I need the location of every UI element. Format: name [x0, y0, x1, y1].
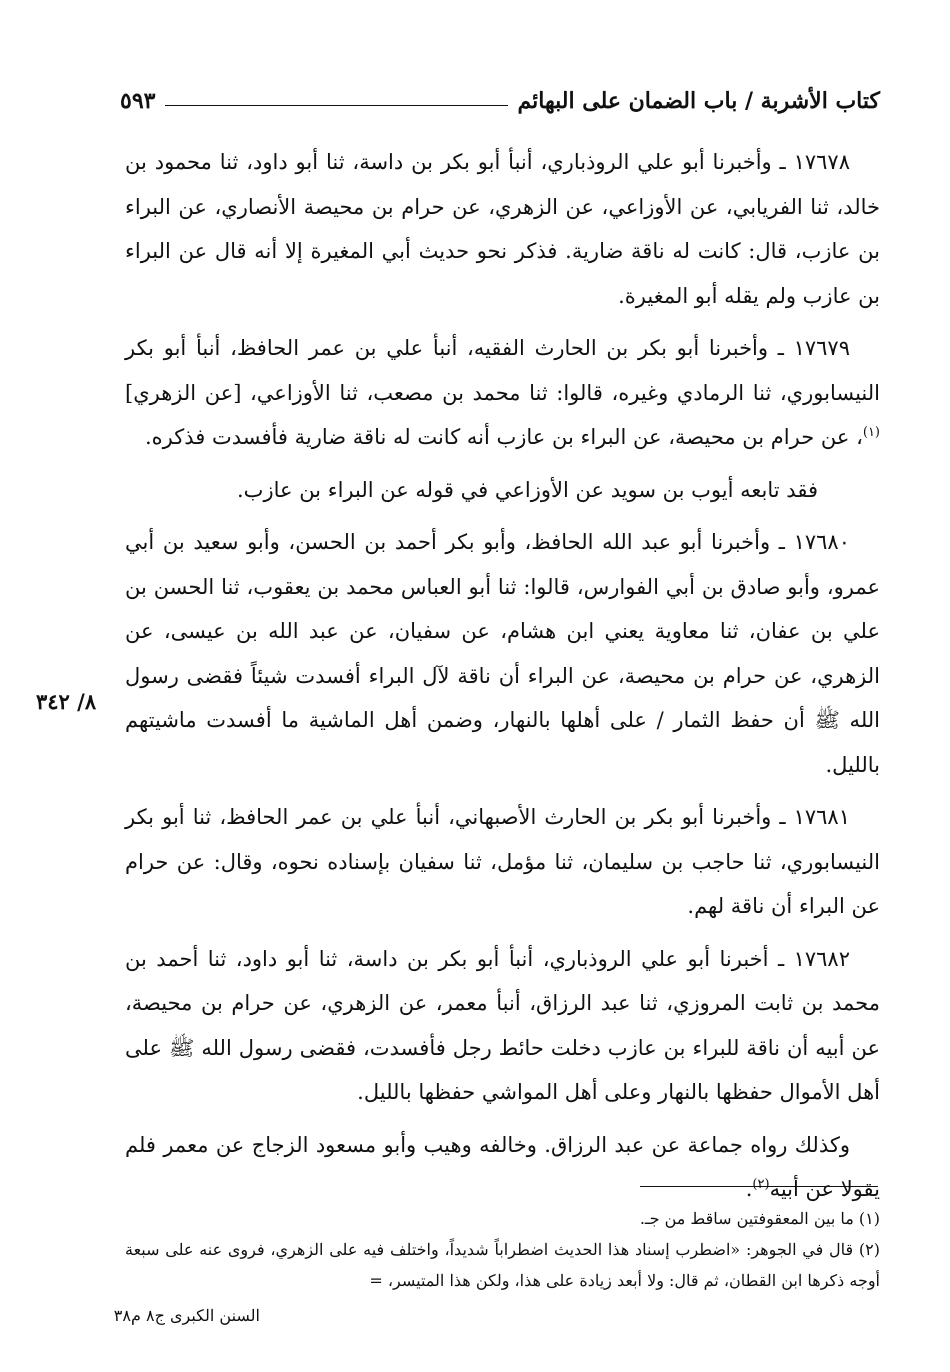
footnote-ref-1: (١) [862, 425, 880, 440]
chapter-title: كتاب الأشربة / باب الضمان على البهائم [517, 88, 880, 114]
signature-footer: السنن الكبرى ج٨ م٣٨ [113, 1306, 260, 1325]
hadith-17678: ١٧٦٧٨ ـ وأخبرنا أبو علي الروذباري، أنبأ أبو بكر بن داسة، ثنا أبو داود، ثنا محمود بن خالد، ثنا الفريابي، عن الأوزاعي، عن الزهري، عن حرام بن محيصة الأنصاري، عن البراء بن عازب، قال: كانت له ناقة ضارية. فذكر نحو حديث أبي المغيرة إلا أنه قال عن البراء بن عازب ولم يقله أبو المغيرة. [125, 150, 880, 308]
hadith-17679-part2: ، عن حرام بن محيصة، عن البراء بن عازب أنه كانت له ناقة ضارية فأفسدت فذكره. [144, 425, 863, 449]
hadith-17679-part1: ١٧٦٧٩ ـ وأخبرنا أبو بكر بن الحارث الفقيه، أنبأ علي بن عمر الحافظ، أنبأ أبو بكر النيسابوري، ثنا الرمادي وغيره، قالوا: ثنا محمد بن مصعب، ثنا الأوزاعي، [عن الزهري] [125, 336, 880, 405]
hadith-17682: ١٧٦٨٢ ـ أخبرنا أبو علي الروذباري، أنبأ أبو بكر بن داسة، ثنا أبو داود، ثنا أحمد بن محمد بن ثابت المروزي، ثنا عبد الرزاق، أنبأ معمر، عن الزهري، عن حرام بن محيصة، عن أبيه أن ناقة للبراء بن عازب دخلت حائط رجل فأفسدت، فقضى رسول الله ﷺ على أهل الأموال حفظها بالنهار وعلى أهل المواشي حفظها بالليل. [125, 946, 880, 1104]
footnote-separator [640, 1186, 878, 1187]
hadith-17680: ١٧٦٨٠ ـ وأخبرنا أبو عبد الله الحافظ، وأبو بكر أحمد بن الحسن، وأبو سعيد بن أبي عمرو، وأبو صادق بن أبي الفوارس، قالوا: ثنا أبو العباس محمد بن يعقوب، ثنا الحسن بن علي بن عفان، ثنا معاوية يعني ابن هشام، عن سفيان، عن عبد الله بن عيسى، عن الزهري، عن حرام بن محيصة، عن البراء أن ناقة لآل البراء أفسدت شيئاً فقضى رسول الله ﷺ أن حفظ الثمار / على أهلها بالنهار، وضمن أهل الماشية ما أفسدت ماشيتهم بالليل. [125, 530, 880, 777]
marginal-volume-page: ٨/ ٣٤٢ [36, 689, 97, 714]
footnote-ref-2: (٢) [752, 1177, 770, 1192]
footnote-1: (١) ما بين المعقوفتين ساقط من جـ. [639, 1209, 880, 1228]
header-rule [165, 105, 507, 106]
closing-note-end: . [745, 1177, 753, 1201]
main-text [125, 140, 880, 1212]
page-number: ٥٩٣ [120, 88, 156, 114]
footnotes [125, 1203, 880, 1296]
running-header [120, 78, 880, 114]
hadith-17679 [125, 326, 880, 460]
closing-note [125, 1123, 880, 1212]
hadith-17681: ١٧٦٨١ ـ وأخبرنا أبو بكر بن الحارث الأصبهاني، أنبأ علي بن عمر الحافظ، ثنا أبو بكر النيسابوري، ثنا حاجب بن سليمان، ثنا مؤمل، ثنا سفيان بإسناده نحوه، وقال: عن حرام عن البراء أن ناقة لهم. [125, 805, 880, 918]
closing-note-text: وكذلك رواه جماعة عن عبد الرزاق. وخالفه وهيب وأبو مسعود الزجاج عن معمر فلم يقولا عن أبيه [125, 1132, 880, 1201]
footnote-2: (٢) قال في الجوهر: «اضطرب إسناد هذا الحديث اضطراباً شديداً، واختلف فيه على الزهري، فروى عنه على سبعة أوجه ذكرها ابن القطان، ثم قال: ولا أبعد زيادة على هذا، ولكن هذا المتيسر، = [125, 1240, 880, 1290]
commentary-note: فقد تابعه أيوب بن سويد عن الأوزاعي في قوله عن البراء بن عازب. [237, 477, 818, 502]
